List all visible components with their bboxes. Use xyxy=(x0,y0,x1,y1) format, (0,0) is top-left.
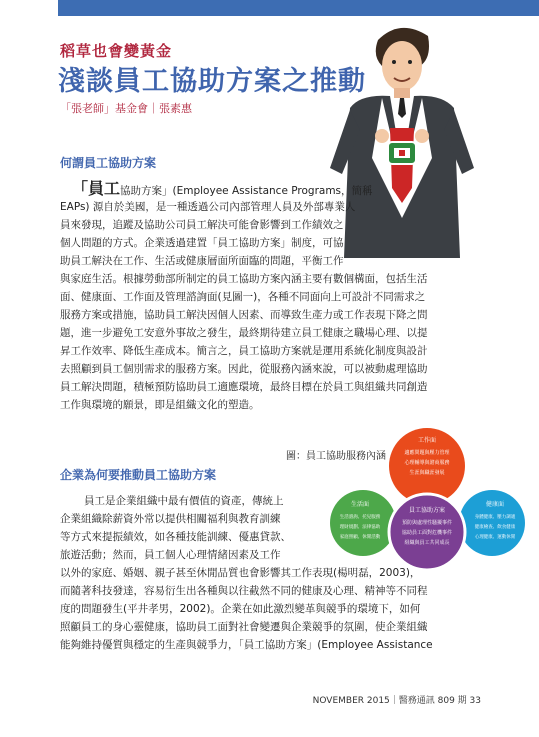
section2-line: 旅遊活動；然而，員工個人心理情緒因素及工作 xyxy=(60,549,281,561)
section2-body xyxy=(60,492,433,654)
section1-body xyxy=(60,180,428,414)
center-circle-item: 組織與員工共同成長 xyxy=(404,540,450,546)
section1-line: 去照顧到員工個別需求的服務方案。因此，從服務內涵來說，可以被動處理協助 xyxy=(60,363,428,375)
section2-line: 能夠維持優質與穩定的生產與競爭力，「員工協助方案」(Employee Assistance xyxy=(60,639,433,651)
section2-line: 度的問題發生(平井孝男，2002)。企業在如此激烈變革與競爭的環境下，如何 xyxy=(60,603,421,615)
section1-line: EAPs) 源自於美國，是一種透過公司內部管理人員及外部專業人 xyxy=(60,201,356,213)
section2-line: 照顧員工的身心靈健康，協助員工面對社會變遷與企業競爭的氛圍，使企業組織 xyxy=(60,621,428,633)
author-byline: 「張老師」基金會｜張素惠 xyxy=(60,102,192,115)
top-circle-label: 工作面 xyxy=(417,437,437,444)
section1-line: 題，進一步避免工安意外事故之發生，最終期待建立員工健康之職場心理、以提 xyxy=(60,327,428,339)
section1-line: 助員工解決在工作、生活或健康層面所面臨的問題，平衡工作 xyxy=(60,255,344,267)
section1-line: 個人問題的方式。企業透過建置「員工協助方案」制度，可協 xyxy=(60,237,344,249)
left-circle-item: 生活諮詢、托兒服務 xyxy=(339,515,381,520)
right-circle-item: 身體健康、壓力調適 xyxy=(474,515,516,520)
section-heading-what-is-eap: 何謂員工協助方案 xyxy=(60,156,157,170)
center-circle-item: 預防與處理性騷擾事件 xyxy=(401,520,453,526)
center-circle-item: 協助員工面對危機事件 xyxy=(401,530,453,536)
section1-line: 昇工作效率、降低生產成本。簡言之，員工協助方案就是運用系統化制度與設計 xyxy=(60,345,428,357)
section2-line: 等方式來提振績效，如各種技能訓練、優惠貸款、 xyxy=(60,531,291,543)
section2-line: 以外的家庭、婚姻、親子甚至休閒品質也會影響其工作表現(楊明磊，2003)， xyxy=(60,567,421,579)
top-circle-item: 適應問題與壓力管理 xyxy=(404,450,450,456)
section2-line: 而隨著科技發達，容易衍生出各種與以往截然不同的健康及心理、精神等不同程 xyxy=(60,585,428,597)
right-circle-item: 健康檢查、飲食健康 xyxy=(474,525,516,530)
series-title: 稻草也會變黃金 xyxy=(60,42,173,60)
section-heading-why-eap: 企業為何要推動員工協助方案 xyxy=(60,468,217,482)
dropcap-lead: 「員工 xyxy=(72,179,121,198)
article-title: 淺談員工協助方案之推動 xyxy=(58,66,366,97)
page-footer: NOVEMBER 2015｜醫務通訊 809 期 33 xyxy=(312,696,481,706)
center-circle-label: 員工協助方案 xyxy=(408,507,446,514)
section2-line: 企業組織除薪資外常以提供相關福利與教育訓練 xyxy=(60,513,281,525)
left-circle-item: 理財規劃、法律協助 xyxy=(339,525,381,530)
section1-line: 面、健康面、工作面及管理諮詢面(見圖一)，各種不同面向上可設計不同需求之 xyxy=(60,291,426,303)
right-circle xyxy=(459,490,525,556)
section1-line: 服務方案或措施，協助員工解決因個人因素、而導致生產力或工作表現下降之問 xyxy=(60,309,428,321)
section1-line: 員工解決問題，積極預防協助員工適應環境，最終目標在於員工與組織共同創造 xyxy=(60,381,428,393)
section1-line-1: 「員工協助方案」(Employee Assistance Programs，簡稱 xyxy=(72,179,373,198)
top-circle-item: 心理輔導與諮商服務 xyxy=(404,460,450,466)
section1-line: 工作與環境的願景，即是組織文化的塑造。 xyxy=(60,399,260,411)
figure-caption: 圖：員工協助服務內涵 xyxy=(286,451,386,462)
section2-line: 員工是企業組織中最有價值的資產，傳統上 xyxy=(84,495,284,507)
top-circle-item: 生涯與職涯發展 xyxy=(409,470,445,476)
left-circle-item: 家庭照顧、休閒活動 xyxy=(339,535,381,540)
section1-line: 員來發現，追蹤及協助公司員工解決可能會影響到工作績效之 xyxy=(60,219,344,231)
right-circle-label: 健康面 xyxy=(485,501,505,508)
top-color-bar xyxy=(58,0,539,16)
section1-line: 與家庭生活。根據勞動部所制定的員工協助方案內涵主要有數個構面，包括生活 xyxy=(60,273,428,285)
left-circle-label: 生活面 xyxy=(350,501,370,508)
right-circle-item: 心理健康、運動休閒 xyxy=(474,535,516,540)
